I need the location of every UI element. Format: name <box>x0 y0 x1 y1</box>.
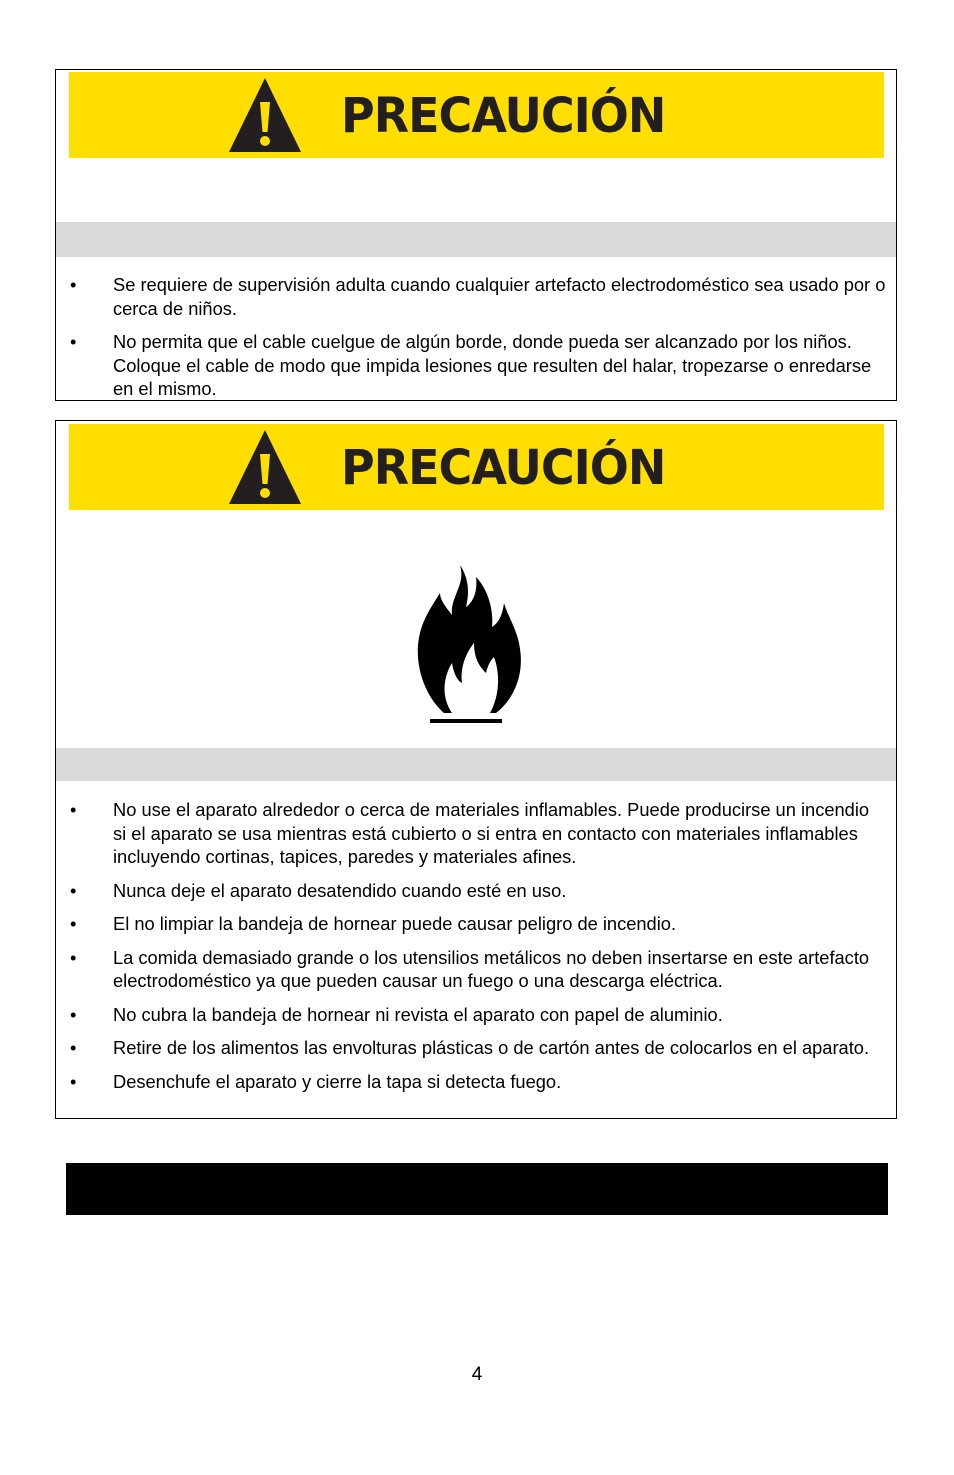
gray-band-2 <box>56 748 896 781</box>
list-item <box>56 879 896 903</box>
list-item <box>56 1070 896 1094</box>
caution-banner-1 <box>69 72 884 158</box>
list-item <box>56 1003 896 1027</box>
list-item <box>56 330 896 401</box>
list-item-text: Se requiere de supervisión adulta cuando cualquier artefacto electrodoméstico sea usado por o cerca de niños. <box>113 274 886 319</box>
list-item-text: No use el aparato alrededor o cerca de materiales inflamables. Puede producirse un incendio si el aparato se usa mientras está cubierto o si entra en contacto con materiales inflamables incluyendo cortinas, tapices, paredes y materiales afines. <box>113 799 870 867</box>
bullet-icon: • <box>70 1037 77 1058</box>
bullet-icon: • <box>70 799 77 820</box>
list-item <box>56 946 896 993</box>
warning-triangle-icon <box>227 428 303 506</box>
bullet-icon: • <box>70 1070 77 1092</box>
caution-box-1 <box>55 69 897 401</box>
list-item <box>56 912 896 936</box>
list-item-text: Desenchufe el aparato y cierre la tapa si detecta fuego. <box>113 1070 562 1092</box>
list-item-text: La comida demasiado grande o los utensilios metálicos no deben insertarse en este artefacto electrodoméstico ya que pueden causar un fuego o una descarga eléctrica. <box>113 946 870 991</box>
caution-banner-2 <box>69 424 884 510</box>
list-item <box>56 1036 896 1060</box>
gray-band-1 <box>56 222 896 257</box>
list-item-text: Retire de los alimentos las envolturas plásticas o de cartón antes de colocarlos en el aparato. <box>113 1037 870 1058</box>
caution-title: PRECAUCIÓN <box>341 86 666 144</box>
caution-list-2 <box>56 798 896 1103</box>
bullet-icon: • <box>70 879 77 901</box>
caution-box-2 <box>55 420 897 1119</box>
bullet-icon: • <box>70 274 77 295</box>
bullet-icon: • <box>70 1003 77 1025</box>
section-header-bar <box>66 1163 888 1215</box>
page-number: 4 <box>471 1364 483 1385</box>
list-item-text: No permita que el cable cuelgue de algún borde, donde pueda ser alcanzado por los niños. Coloque el cable de modo que impida lesiones que resulten del halar, tropezarse o enredarse en el mismo. <box>113 331 872 399</box>
bullet-icon: • <box>70 946 77 968</box>
list-item-text: No cubra la bandeja de hornear ni revista el aparato con papel de aluminio. <box>113 1003 723 1025</box>
list-item-text: Nunca deje el aparato desatendido cuando esté en uso. <box>113 879 567 901</box>
list-item-text: El no limpiar la bandeja de hornear puede causar peligro de incendio. <box>113 913 677 934</box>
caution-title: PRECAUCIÓN <box>341 438 666 496</box>
caution-list-1 <box>56 273 896 411</box>
bullet-icon: • <box>70 331 77 352</box>
flame-icon <box>414 563 526 731</box>
bullet-icon: • <box>70 913 77 934</box>
list-item <box>56 273 896 320</box>
list-item <box>56 798 896 869</box>
warning-triangle-icon <box>227 76 303 154</box>
